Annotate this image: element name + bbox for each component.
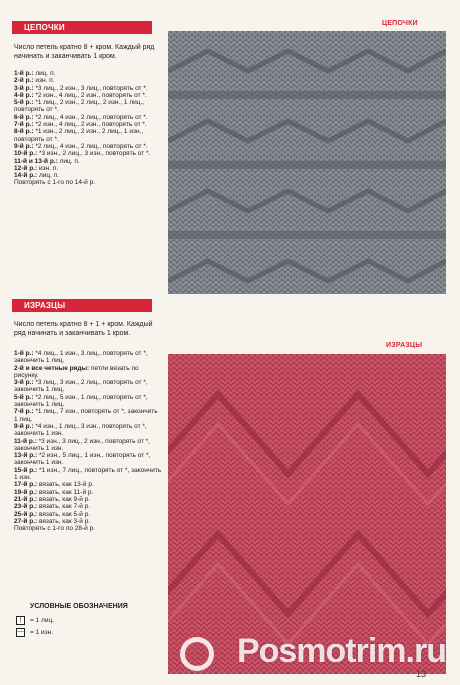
row-label: 4-й р.: (14, 91, 34, 99)
row-label: 27-й р.: (14, 517, 38, 525)
row-label: 7-й р.: (14, 121, 34, 129)
section2-intro: Число петель кратно 8 + 1 + кром. Каждый ряд начинать и заканчивать 1 кром. (14, 321, 153, 337)
row-text: лиц. п. (57, 157, 80, 165)
row-text: *1 лиц., 7 изн., повторять от *, закончить 1 лиц. (14, 408, 158, 423)
instruction-row (14, 379, 162, 394)
legend-item-knit: | = 1 лиц. (16, 616, 54, 625)
instruction-row (14, 114, 162, 121)
row-text: *2 лиц., 4 изн., 2 лиц., повторять от *. (33, 142, 148, 150)
row-label: 19-й р.: (14, 488, 38, 496)
row-text: вязать, как 11-й р. (37, 488, 94, 496)
instruction-row (14, 408, 162, 423)
gray-knit-texture (168, 31, 446, 294)
instruction-row (14, 525, 162, 532)
red-knit-texture (168, 354, 446, 674)
row-text: *2 лиц., 5 изн., 1 лиц., повторять от *, закончить 1 лиц. (14, 393, 148, 409)
row-text: лиц. п. (37, 172, 60, 180)
instruction-row (14, 77, 162, 84)
row-label: 11-й и 13-й р.: (14, 157, 58, 165)
row-label: 3-й р.: (14, 379, 34, 387)
row-label: 6-й р.: (14, 113, 34, 121)
instruction-row (14, 150, 162, 157)
row-label: 23-й р.: (14, 503, 38, 511)
row-text: *2 изн., 4 лиц., 2 изн., повторять от *. (33, 121, 147, 129)
row-label: 8-й р.: (14, 128, 34, 136)
row-text: вязать, как 3-й р. (37, 517, 91, 525)
gray-knit-swatch (168, 31, 446, 294)
row-label: 1-й р.: (14, 70, 34, 77)
row-text: *3 лиц., 3 изн., 2 лиц., повторять от *, закончить 1 лиц. (14, 379, 148, 394)
section2-side-label: ИЗРАЗЦЫ (386, 342, 423, 349)
section2-title: ИЗРАЗЦЫ (12, 299, 152, 312)
section1-title: ЦЕПОЧКИ (12, 21, 152, 34)
row-text: изн. п. (37, 164, 59, 172)
row-text: *3 изн., 2 лиц., 3 изн., повторять от *. (37, 150, 151, 158)
legend-item-purl: — = 1 изн. (17, 629, 54, 636)
instruction-row (14, 350, 162, 365)
row-text: вязать, как 9-й р. (37, 495, 91, 503)
watermark-logo-icon (180, 637, 214, 671)
row-label: 1-й р.: (14, 350, 34, 357)
row-label: 15-й р.: (14, 466, 38, 474)
instruction-row (14, 511, 162, 518)
instruction-row (14, 452, 162, 467)
section1-side-label: ЦЕПОЧКИ (382, 20, 418, 27)
row-label: 9-й р.: (14, 422, 34, 430)
row-label: 2-й р.: (14, 77, 34, 85)
row-text: *1 изн., 2 лиц., 2 изн., 2 лиц., 1 изн., повторять от *. (14, 128, 144, 143)
knit-symbol-icon: | (16, 616, 25, 625)
row-text: *3 изн., 3 лиц., 2 изн., повторять от *, закончить 1 изн. (14, 437, 150, 452)
page-number: 13 (415, 669, 426, 679)
row-text: *2 изн., 5 лиц., 1 изн., повторять от *, закончить 1 изн. (14, 452, 151, 467)
row-label: 9-й р.: (14, 142, 34, 150)
purl-symbol-icon: — (17, 629, 24, 635)
row-label: 10-й р.: (14, 150, 38, 158)
row-text: *2 лиц., 4 изн., 2 лиц., повторять от *. (33, 113, 148, 121)
row-text: *4 лиц., 1 изн., 3 лиц., повторять от *, закончить 1 лиц. (14, 350, 148, 365)
row-text: вязать, как 7-й р. (37, 503, 91, 511)
section1-rows (14, 70, 162, 187)
row-text: изн. п. (33, 77, 55, 85)
row-text: петли вязать по рисунку. (14, 364, 139, 379)
row-label: 17-й р.: (14, 481, 38, 489)
section1-intro: Число петель кратно 8 + кром. Каждый ряд начинать и заканчивать 1 кром. (14, 44, 155, 60)
watermark: Posmotrim.ru (236, 632, 446, 670)
row-text: Повторять с 1-го по 14-й р. (14, 179, 96, 187)
row-text: Повторять с 1-го по 28-й р. (14, 525, 96, 533)
row-text: *1 изн., 7 лиц., повторять от *, закончить 1 изн. (14, 466, 162, 482)
legend-title: УСЛОВНЫЕ ОБОЗНАЧЕНИЯ (30, 603, 128, 610)
row-label: 11-й р.: (14, 437, 37, 445)
row-text: *2 изн., 4 лиц., 2 изн., повторять от *. (33, 91, 147, 99)
instruction-row (14, 503, 162, 510)
row-text: вязать, как 5-й р. (37, 510, 91, 518)
instruction-row (14, 179, 162, 186)
instruction-row (14, 489, 162, 496)
row-label: 25-й р.: (14, 510, 38, 518)
row-label: 21-й р.: (14, 495, 38, 503)
instruction-row (14, 158, 162, 165)
row-label: 5-й р.: (14, 99, 34, 107)
row-label: 12-й р.: (14, 164, 38, 172)
instruction-row (14, 365, 162, 380)
row-label: 5-й р.: (14, 393, 34, 401)
row-label: 14-й р.: (14, 172, 38, 180)
instruction-row (14, 438, 162, 453)
row-label: 3-й р.: (14, 84, 34, 92)
instruction-row (14, 481, 162, 488)
row-text: *3 лиц., 2 изн., 3 лиц., повторять от *. (33, 84, 148, 92)
section2-rows (14, 350, 162, 532)
row-label: 7-й р.: (14, 408, 34, 416)
instruction-row (14, 99, 162, 114)
instruction-row (14, 128, 162, 143)
row-text: *4 изн., 1 лиц., 3 изн., повторять от *, закончить 1 изн. (14, 422, 147, 438)
row-text: вязать, как 13-й р. (37, 481, 94, 489)
instruction-row (14, 394, 162, 409)
instruction-row (14, 467, 162, 482)
row-text: *1 лиц., 2 изн., 2 лиц., 2 изн., 1 лиц., повторять от *. (14, 99, 145, 114)
instruction-row (14, 85, 162, 92)
row-text: лиц. п. (33, 70, 56, 77)
red-knit-swatch (168, 354, 446, 674)
row-label: 13-й р.: (14, 452, 38, 460)
instruction-row (14, 423, 162, 438)
row-label: 2-й и все четные ряды: (14, 364, 90, 372)
